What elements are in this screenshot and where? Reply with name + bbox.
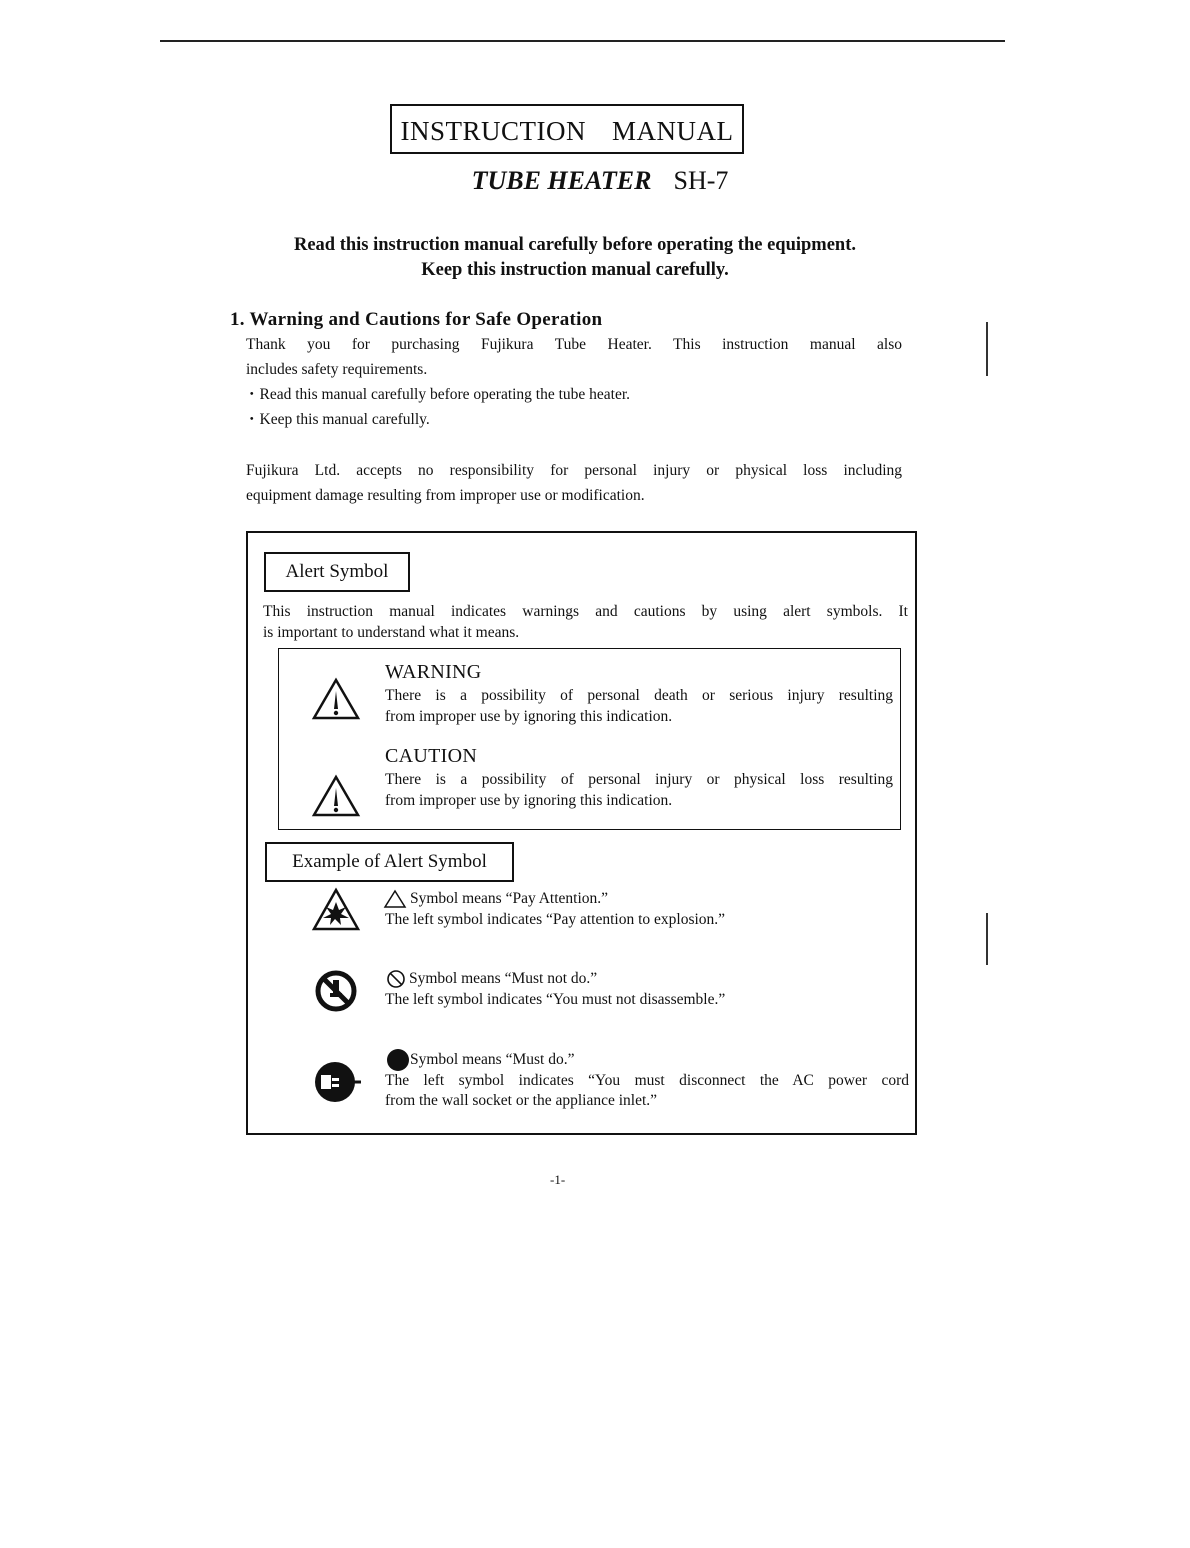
explosion-warning-icon [311, 887, 361, 933]
margin-mark [986, 322, 988, 376]
manual-title: INSTRUCTION MANUAL [390, 104, 744, 154]
bullet-item: ・Read this manual carefully before operating the tube heater. [244, 386, 631, 403]
caution-triangle-icon [311, 774, 361, 818]
disclaimer-line-2: equipment damage resulting from improper use or modification. [246, 487, 645, 504]
example-1-line-2: The left symbol indicates “Pay attention to explosion.” [385, 911, 726, 928]
bullet-item: ・Keep this manual carefully. [244, 411, 430, 428]
caution-description-line-1: There is a possibility of personal injury or physical loss resulting [385, 771, 893, 788]
section-paragraph-line-2: includes safety requirements. [246, 361, 428, 378]
intro-line-1: Read this instruction manual carefully before operating the equipment. [293, 235, 857, 255]
example-3-line-1: Symbol means “Must do.” [410, 1051, 575, 1068]
warning-title: WARNING [385, 661, 482, 683]
product-name: TUBE HEATER [471, 166, 652, 195]
no-disassemble-icon [314, 969, 358, 1013]
top-rule [160, 40, 1005, 42]
section-paragraph-line-1: Thank you for purchasing Fujikura Tube Heater. This instruction manual also [246, 336, 902, 353]
example-3-line-2: The left symbol indicates “You must disconnect the AC power cord [385, 1072, 909, 1089]
caution-title: CAUTION [385, 745, 478, 767]
example-3-line-3: from the wall socket or the appliance inlet.” [385, 1092, 658, 1109]
warning-triangle-icon [311, 677, 361, 721]
warning-description-line-1: There is a possibility of personal death or serious injury resulting [385, 687, 893, 704]
example-2-line-1: Symbol means “Must not do.” [409, 970, 598, 987]
alert-symbol-label: Alert Symbol [264, 552, 410, 592]
prohibition-circle-icon [386, 969, 406, 989]
alert-description-line-2: is important to understand what it means. [263, 624, 520, 641]
attention-triangle-icon [384, 890, 406, 908]
section-heading: 1. Warning and Cautions for Safe Operation [230, 309, 603, 330]
example-symbol-label: Example of Alert Symbol [265, 842, 514, 882]
alert-description-line-1: This instruction manual indicates warnings and cautions by using alert symbols. It [263, 603, 908, 620]
disclaimer-line-1: Fujikura Ltd. accepts no responsibility for personal injury or physical loss including [246, 462, 902, 479]
product-title [300, 166, 900, 196]
warning-description-line-2: from improper use by ignoring this indication. [385, 708, 673, 725]
intro-line-2: Keep this instruction manual carefully. [421, 260, 729, 280]
margin-mark [986, 913, 988, 965]
example-1-line-1: Symbol means “Pay Attention.” [410, 890, 609, 907]
unplug-icon [311, 1057, 363, 1107]
page-number: -1- [550, 1172, 566, 1187]
caution-description-line-2: from improper use by ignoring this indication. [385, 792, 673, 809]
model-number: SH-7 [673, 166, 729, 195]
example-2-line-2: The left symbol indicates “You must not disassemble.” [385, 991, 726, 1008]
